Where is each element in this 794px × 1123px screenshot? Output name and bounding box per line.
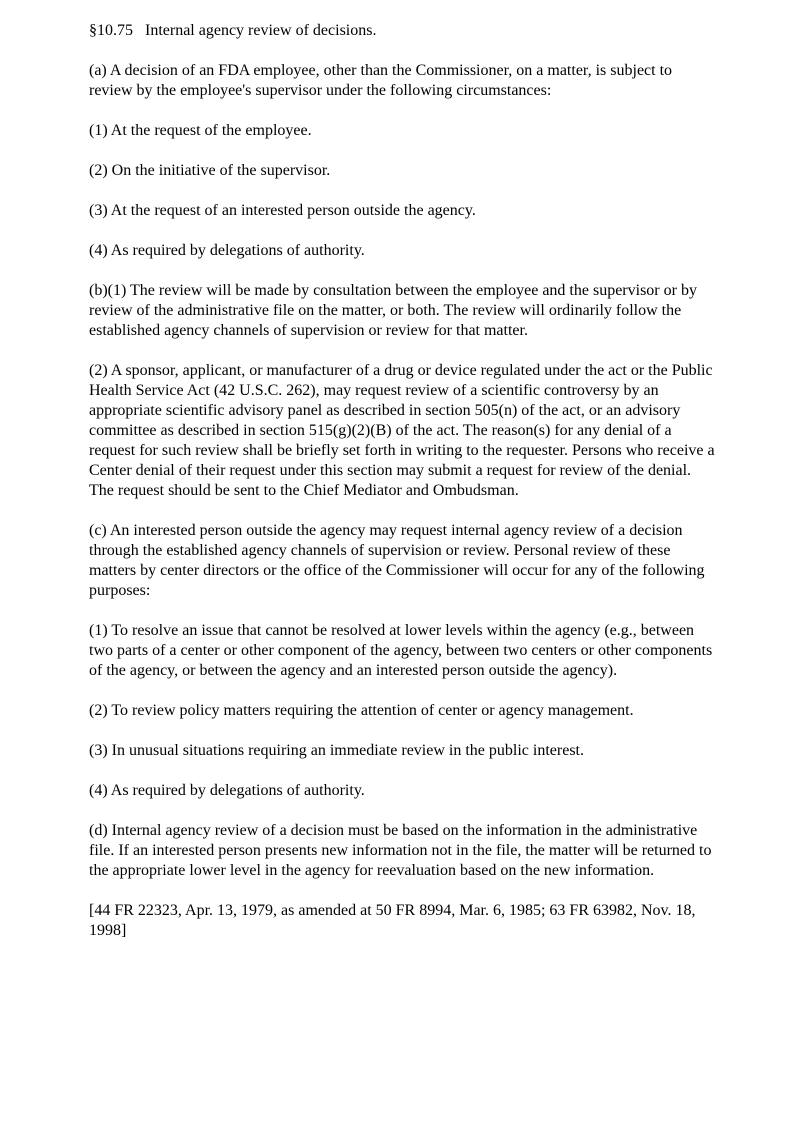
paragraph-c-1: (1) To resolve an issue that cannot be resolved at lower levels within the agency (e.g., between two parts of a center or other component of the agency, between two centers or other components of the agency, or between the agency and an interested person outside the agency).	[89, 622, 713, 679]
section-heading: §10.75 Internal agency review of decisions.	[89, 22, 377, 39]
paragraph-a: (a) A decision of an FDA employee, other than the Commissioner, on a matter, is subject to review by the employee's supervisor under the following circumstances:	[89, 62, 673, 99]
paragraph-a-2: (2) On the initiative of the supervisor.	[89, 162, 331, 179]
paragraph-a-3: (3) At the request of an interested person outside the agency.	[89, 202, 476, 219]
paragraph-a-1: (1) At the request of the employee.	[89, 122, 312, 139]
paragraph-c-3: (3) In unusual situations requiring an immediate review in the public interest.	[89, 742, 584, 759]
paragraph-c-4: (4) As required by delegations of authority.	[89, 782, 365, 799]
paragraph-c-2: (2) To review policy matters requiring the attention of center or agency management.	[89, 702, 634, 719]
document-page	[89, 21, 719, 941]
paragraph-c: (c) An interested person outside the agency may request internal agency review of a decision through the established agency channels of supervision or review. Personal review of these matters by center directors or the office of the Commissioner will occur for any of the following purposes:	[89, 522, 705, 599]
paragraph-b-1: (b)(1) The review will be made by consultation between the employee and the supervisor or by review of the administrative file on the matter, or both. The review will ordinarily follow the established agency channels of supervision or review for that matter.	[89, 282, 697, 339]
paragraph-a-4: (4) As required by delegations of authority.	[89, 242, 365, 259]
paragraph-d: (d) Internal agency review of a decision must be based on the information in the administrative file. If an interested person presents new information not in the file, the matter will be returned to the appropriate lower level in the agency for reevaluation based on the new information.	[89, 822, 712, 879]
paragraph-b-2: (2) A sponsor, applicant, or manufacturer of a drug or device regulated under the act or the Public Health Service Act (42 U.S.C. 262), may request review of a scientific controversy by an appropriate scientific advisory panel as described in section 505(n) of the act, or an advisory committee as described in section 515(g)(2)(B) of the act. The reason(s) for any denial of a request for such review shall be briefly set forth in writing to the requester. Persons who receive a Center denial of their request under this section may submit a request for review of the denial. The request should be sent to the Chief Mediator and Ombudsman.	[89, 362, 715, 499]
citation: [44 FR 22323, Apr. 13, 1979, as amended at 50 FR 8994, Mar. 6, 1985; 63 FR 63982, Nov. 18, 1998]	[89, 902, 696, 939]
